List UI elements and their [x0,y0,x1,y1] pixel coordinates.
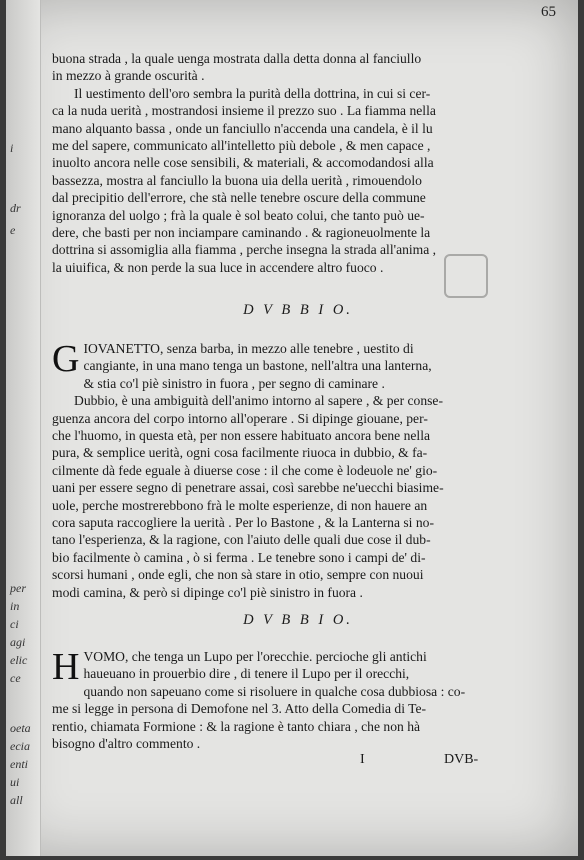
text-line: IOVANETTO, senza barba, in mezzo alle tenebre , uestito di [83,341,414,356]
section-heading: D V B B I O. [243,612,353,628]
text-line: Dubbio, è una ambiguità dell'animo intorno al sapere , & per conse- [74,393,443,409]
text-line: bio facilmente ò camina , ò si ferma . Le tenebre sono i campi de' di- [52,549,426,565]
text-line: guenza ancora del corpo intorno all'operare . Si dipinge giouane, per- [52,410,428,426]
facing-page-edge [6,0,41,856]
text-line: bisogno d'altro commento . [52,736,201,752]
text-line: pura, & semplice uerità, ogni cosa facilmente riuoca in dubbio, & fa- [52,445,428,461]
text-line: me si legge in persona di Demofone nel 3. Atto della Comedia di Te- [52,701,427,717]
margin-fragment: in [10,599,20,613]
signature-mark: I [360,752,365,767]
margin-fragment: agi [10,635,26,649]
text-line: VOMO, che tenga un Lupo per l'orecchie. percioche gli antichi [83,649,427,664]
text-line: dere, che basti per non inciampare caminando . & ragioneuolmente la [52,225,431,241]
margin-fragment: ecia [10,739,30,753]
text-line: & stia co'l piè sinistro in fuora , per segno di caminare . [83,375,385,391]
margin-fragment: ui [10,775,20,789]
drop-capital: G [52,338,80,380]
text-line: me del sapere, communicato all'intelletto più debole , & men capace , [52,138,431,154]
text-line: Il uestimento dell'oro sembra la purità della dottrina, in cui si cer- [74,85,431,101]
text-line: cangiante, in una mano tenga un bastone, nell'altra una lanterna, [83,358,432,374]
margin-fragment: oeta [10,721,31,735]
text-line: mano alquanto bassa , onde un fanciullo n'accenda una candela, è il lu [52,120,433,136]
margin-fragment: elic [10,653,28,667]
margin-fragment: enti [10,757,28,771]
text-line: cora saputa raccogliere la uerità . Per lo Bastone , & la Lanterna si no- [52,515,434,531]
text-line: la uiuifica, & non perde la sua luce in accendere altro fuoco . [52,259,384,275]
bleed-through-ornament [444,254,488,298]
section2-body [52,648,552,752]
text-line: inuolto ancora nelle cose sensibili, & materiali, & accomodandosi alla [52,155,434,171]
text-line: uole, perche mostrerebbono frà le molte esperienze, di non hauere an [52,497,428,513]
text-line: in mezzo à grande oscurità . [52,68,205,84]
drop-capital: H [52,646,80,688]
text-line: tano l'esperienza, & la ragione, con l'aiuto delle quali due cose il dub- [52,532,431,548]
text-line: haueuano in prouerbio dire , di tenere il Lupo per il orecchi, [83,666,410,682]
section1-body [52,340,552,601]
text-line: buona strada , la quale uenga mostrata dalla detta donna al fanciullo [52,51,422,66]
text-line: quando non sapeuano come si risoluere in qualche cosa dubbiosa : co- [83,683,466,699]
margin-fragment: i [10,141,14,155]
text-line: dottrina si assomiglia alla fiamma , perche insegna la strada all'anima , [52,242,437,258]
margin-fragment: per [10,581,26,595]
text-line: scorsi humani , onde egli, che non sà stare in otio, sempre con nuoui [52,567,424,583]
top-paragraphs [52,50,552,276]
text-line: uani per essere segno di penetrare assai, così sarebbe ne'uecchi biasime- [52,480,444,496]
text-line: ignoranza del uolgo ; frà la quale è sol beato colui, che tanto può ue- [52,207,425,223]
margin-fragment: dr [10,201,21,215]
catchword: DVB- [444,752,479,767]
margin-fragment: ci [10,617,19,631]
text-line: che l'huomo, in questa età, per non essere habituato ancora bene nella [52,428,431,444]
section-heading: D V B B I O. [243,302,353,318]
margin-fragment: all [10,793,23,807]
text-line: bassezza, mostra al fanciullo la buona uia della uerità , rimouendolo [52,172,422,188]
text-line: modi camina, & però si dipinge co'l piè sinistro in fuora . [52,584,363,600]
book-page [6,0,578,856]
text-line: rentio, chiamata Formione : & la ragione è tanto chiara , che non hà [52,718,421,734]
text-line: dal precipitio dell'errore, che stà nelle tenebre oscure della commune [52,190,426,206]
page-number: 65 [541,4,556,20]
text-line: ca la nuda uerità , mostrandosi insieme il prezzo suo . La fiamma nella [52,103,436,119]
text-line: cilmente dà fede eguale à diuerse cose : il che come è lodeuole ne' gio- [52,462,438,478]
margin-fragment: e [10,223,16,237]
margin-fragment: ce [10,671,21,685]
